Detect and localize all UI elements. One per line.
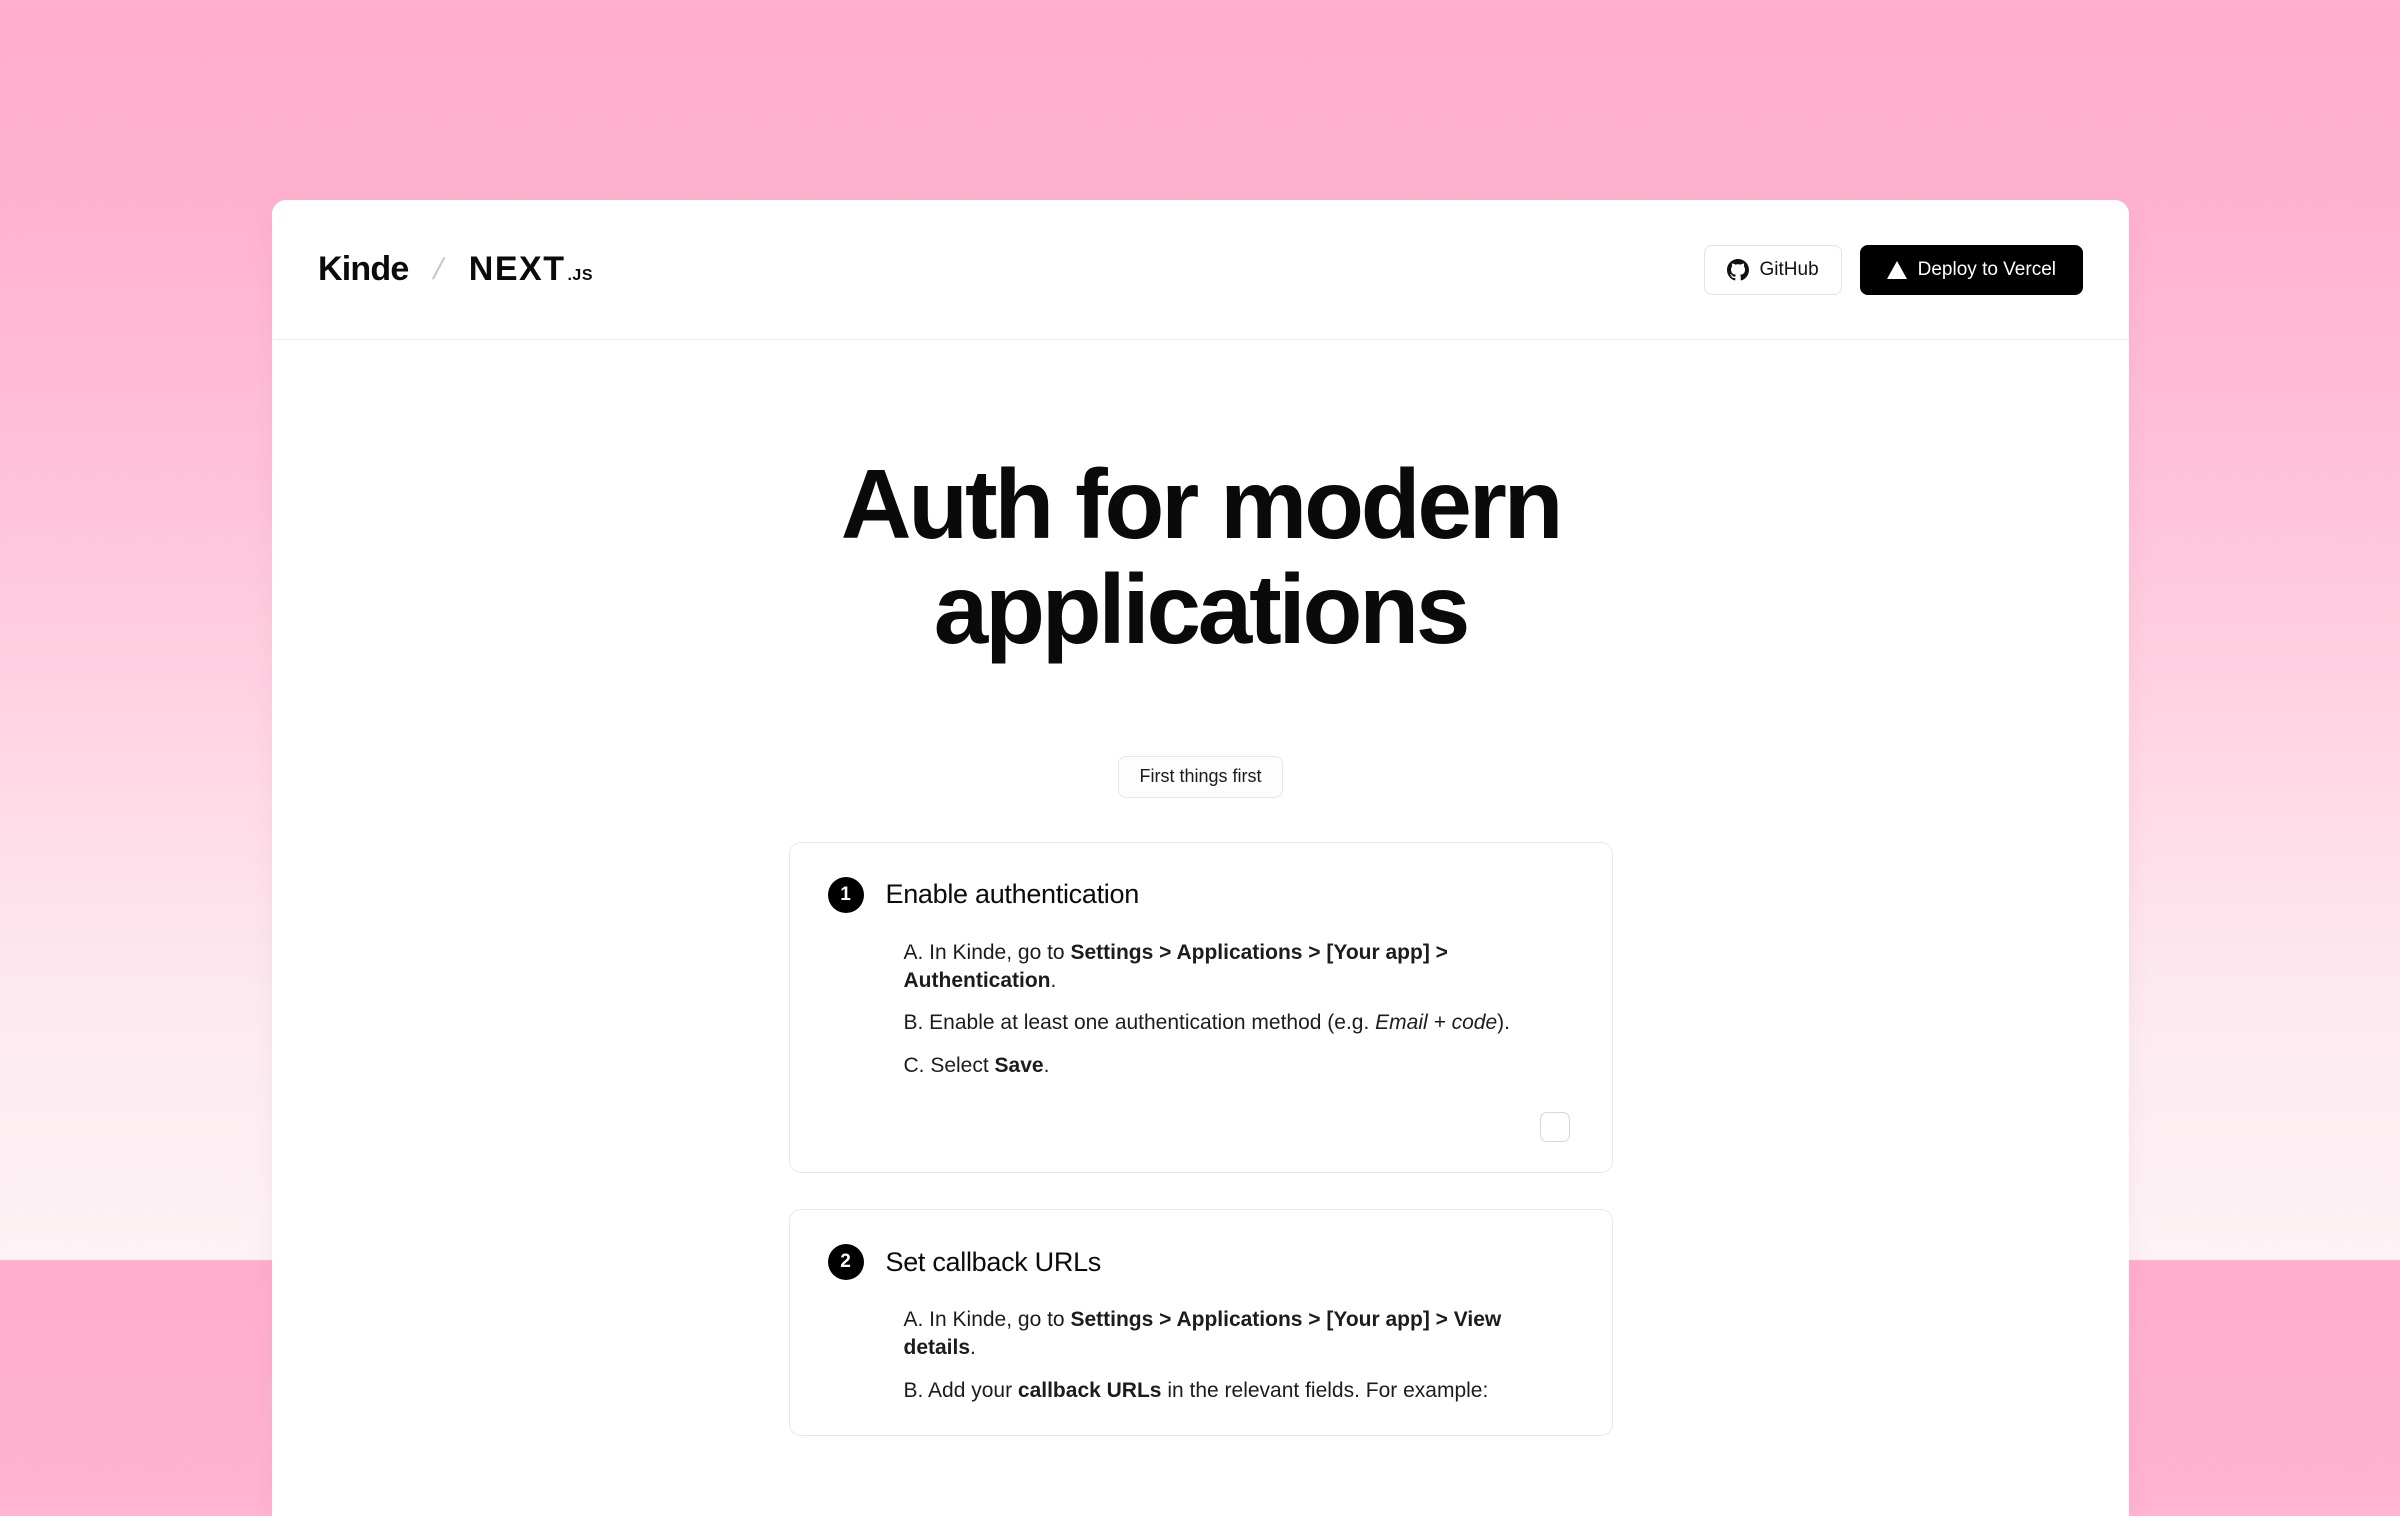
- github-icon: [1727, 259, 1749, 281]
- step-line: [904, 939, 1574, 996]
- step-line-strong: callback URLs: [1017, 1378, 1162, 1402]
- step-line-suffix: .: [1043, 1053, 1050, 1077]
- step-line-strong: Save: [994, 1053, 1044, 1077]
- step-header: [828, 1244, 1574, 1280]
- step-number-badge: 1: [828, 877, 864, 913]
- step-line-suffix: ).: [1497, 1011, 1510, 1035]
- main-content: [272, 340, 2129, 1516]
- header-actions: [1704, 245, 2084, 295]
- brand-nextjs-logo: [469, 250, 593, 289]
- app-card: [272, 200, 2129, 1516]
- step-body: [828, 1306, 1574, 1405]
- page-title-line-2: applications: [933, 553, 1468, 664]
- step-line-strong: Settings > Applications > [Your app] > View details: [903, 1308, 1502, 1360]
- step-line-strong: Settings > Applications > [Your app] > Authentication: [903, 940, 1448, 993]
- brand-separator: /: [430, 252, 448, 286]
- brand[interactable]: [318, 250, 593, 289]
- step-line-prefix: A. In Kinde, go to: [903, 940, 1071, 964]
- step-line: [904, 1306, 1574, 1363]
- steps-list: [789, 842, 1613, 1436]
- step-line-prefix: B. Enable at least one authentication method (e.g.: [903, 1011, 1376, 1035]
- section-pill: [1118, 756, 1282, 798]
- step-line-prefix: B. Add your: [903, 1378, 1018, 1402]
- step-number-badge: 2: [828, 1244, 864, 1280]
- step-line-suffix: in the relevant fields. For example:: [1161, 1378, 1489, 1402]
- brand-nextjs-suffix: .JS: [567, 267, 593, 284]
- section-pill-label: First things first: [1139, 766, 1262, 787]
- step-line: [904, 1052, 1574, 1080]
- step-title: Set callback URLs: [885, 1246, 1101, 1277]
- step-header: [828, 877, 1574, 913]
- brand-kinde-logo: Kinde: [318, 250, 409, 288]
- deploy-button-label: Deploy to Vercel: [1917, 258, 2056, 280]
- vercel-triangle-icon: [1887, 261, 1907, 279]
- step-line-emphasis: Email + code: [1375, 1011, 1498, 1035]
- step-card: [789, 1209, 1613, 1436]
- brand-nextjs-word: NEXT: [468, 250, 566, 288]
- page-title-line-1: Auth for modern: [840, 449, 1561, 559]
- github-button-label: GitHub: [1759, 258, 1819, 280]
- step-body: [828, 939, 1574, 1080]
- step-complete-checkbox[interactable]: [1540, 1112, 1570, 1142]
- github-button[interactable]: [1704, 245, 1842, 295]
- page-title: [840, 449, 1561, 664]
- app-header: [272, 200, 2129, 340]
- step-line-prefix: C. Select: [903, 1053, 995, 1077]
- step-line-suffix: .: [970, 1336, 976, 1360]
- step-line: [904, 1377, 1574, 1405]
- deploy-to-vercel-button[interactable]: [1860, 245, 2083, 295]
- step-card: [789, 842, 1613, 1173]
- step-footer: [828, 1112, 1574, 1142]
- step-title: Enable authentication: [885, 879, 1139, 910]
- step-line: [904, 1009, 1574, 1037]
- step-line-suffix: .: [1050, 969, 1057, 993]
- step-line-prefix: A. In Kinde, go to: [903, 1308, 1071, 1332]
